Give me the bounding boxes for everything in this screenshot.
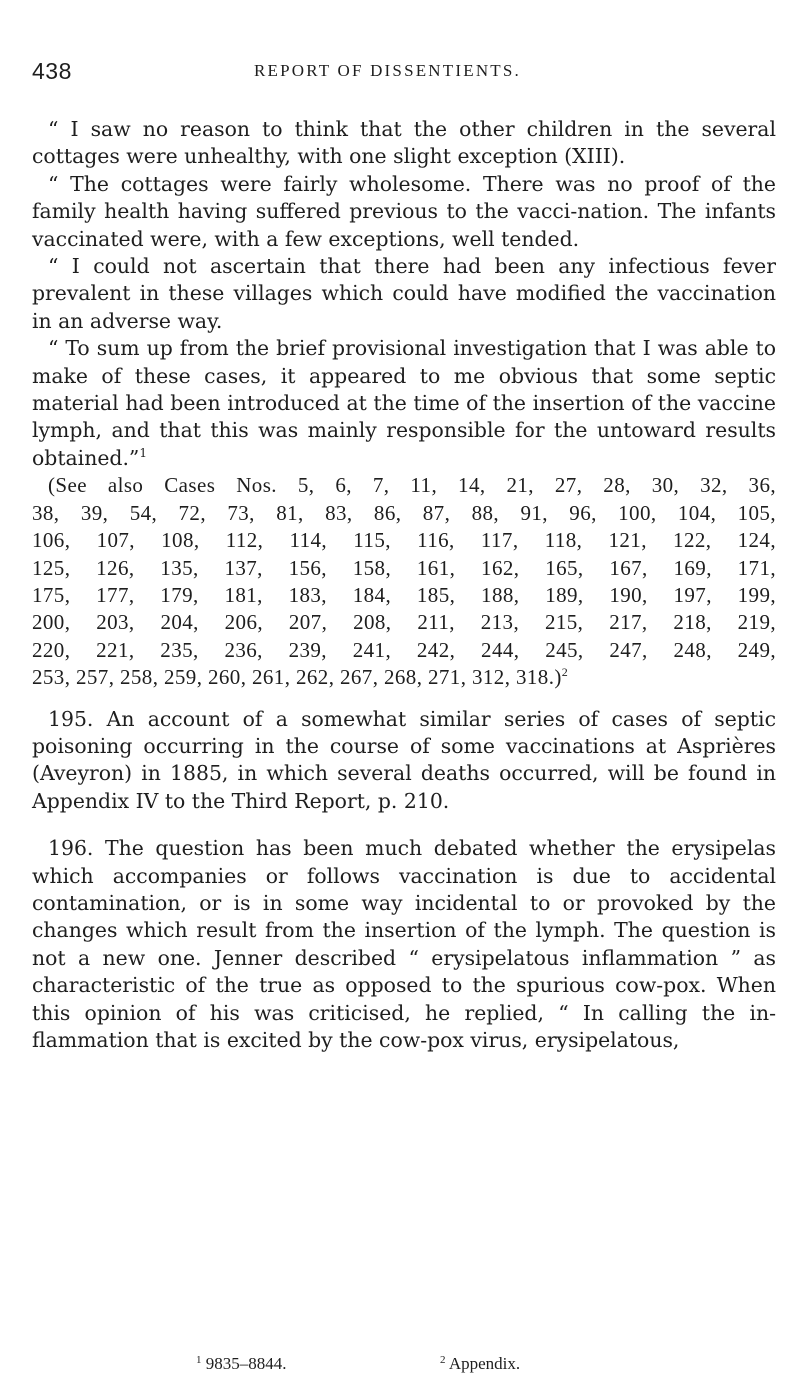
paragraph-quote-4-text: “ To sum up from the brief provisional investigation that I was able to make of these cases, it appeared to me obvious that some septic material had been introduced at the time of the insertion of the vaccine lymph, and that this was mainly responsible for the untoward results obtained.” xyxy=(32,336,776,470)
footnote-ref-1: 1 xyxy=(139,445,148,460)
case-list-line: 253, 257, 258, 259, 260, 261, 262, 267, 268, 271, 312, 318.) xyxy=(32,665,562,690)
body-text xyxy=(32,116,776,1054)
case-list-line: 38, 39, 54, 72, 73, 81, 83, 86, 87, 88, 91, 96, 100, 104, 105, xyxy=(32,500,776,525)
case-list-line-last xyxy=(32,664,776,691)
paragraph-196: 196. The question has been much debated whether the erysipelas which accompanies or follows vaccination is due to accidental contamination, or is in some way incidental to or provoked by the changes which result from the insertion of the lymph. The question is not a new one. Jenner described “ erysipelatous inflammation ” as characteristic of the true as opposed to the spurious cow-pox. When this opinion of his was criticised, he replied, “ In calling the in-flammation that is excited by the cow-pox virus, erysipelatous, xyxy=(32,836,776,1052)
case-number-list xyxy=(32,472,776,691)
footnote-text: Appendix. xyxy=(448,1354,521,1373)
paragraph-195: 195. An account of a somewhat similar series of cases of septic poisoning occurring in the course of some vaccinations at Asprières (Aveyron) in 1885, in which several deaths occurred, will be found in Appendix IV to the Third Report, p. 210. xyxy=(32,706,776,813)
footnote-mark: 1 xyxy=(196,1354,202,1366)
running-header xyxy=(32,58,776,88)
running-title: REPORT OF DISSENTIENTS. xyxy=(254,61,521,80)
case-list-line: 175, 177, 179, 181, 183, 184, 185, 188, 189, 190, 197, 199, xyxy=(32,582,776,607)
paragraph-quote-4 xyxy=(32,335,776,472)
footnote-2 xyxy=(440,1354,520,1374)
case-list-line: 106, 107, 108, 112, 114, 115, 116, 117, 118, 121, 122, 124, xyxy=(32,528,776,553)
case-list-line: 220, 221, 235, 236, 239, 241, 242, 244, 245, 247, 248, 249, xyxy=(32,637,776,662)
page-number: 438 xyxy=(32,58,72,84)
footnote-ref-2: 2 xyxy=(561,665,569,680)
footnote-1 xyxy=(196,1354,287,1374)
paragraph-quote-1: “ I saw no reason to think that the other children in the several cottages were unhealthy, with one slight exception (XIII). xyxy=(32,117,776,169)
case-list-line: 200, 203, 204, 206, 207, 208, 211, 213, 215, 217, 218, 219, xyxy=(32,610,776,635)
case-list-line: (See also Cases Nos. 5, 6, 7, 11, 14, 21, 27, 28, 30, 32, 36, xyxy=(48,473,776,498)
footnote-mark: 2 xyxy=(440,1354,446,1366)
footnote-text: 9835–8844. xyxy=(205,1354,287,1373)
paragraph-quote-2: “ The cottages were fairly wholesome. There was no proof of the family health having suffered previous to the vacci-nation. The infants vaccinated were, with a few exceptions, well tended. xyxy=(32,171,776,251)
case-list-line: 125, 126, 135, 137, 156, 158, 161, 162, 165, 167, 169, 171, xyxy=(32,555,776,580)
paragraph-quote-3: “ I could not ascertain that there had been any infectious fever prevalent in these villages which could have modified the vaccination in an adverse way. xyxy=(32,254,776,333)
